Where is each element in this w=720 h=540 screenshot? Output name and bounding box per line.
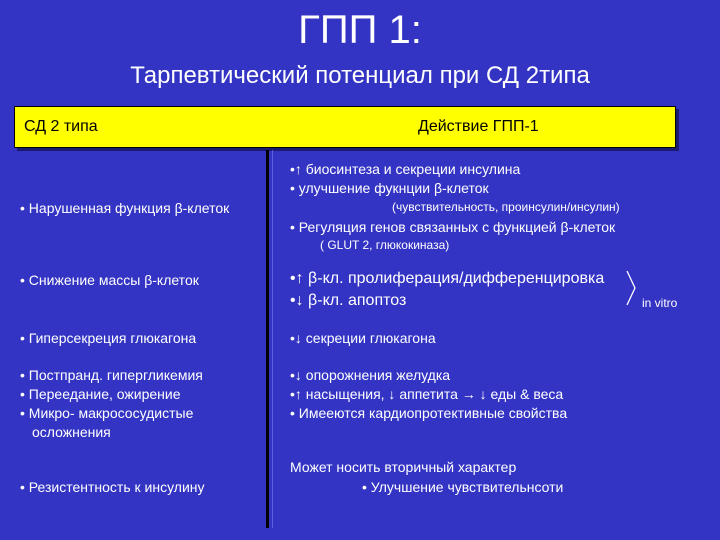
row3-right-1: •↓ секреции глюкагона	[290, 330, 436, 346]
row4-left-3: • Микро- макрососудистые	[20, 405, 194, 421]
row4-left-1: • Постпранд. гипергликемия	[20, 367, 203, 383]
row4-left-4: осложнения	[32, 424, 111, 440]
page-subtitle: Тарпевтический потенциал при СД 2типа	[130, 62, 590, 89]
column-divider-highlight	[272, 150, 273, 528]
header-left-label: СД 2 типа	[24, 118, 98, 135]
row4-right-1: •↓ опорожнения желудка	[290, 367, 451, 383]
row5-right-2: • Улучшение чувствительнсоти	[362, 479, 564, 495]
table-header-bar	[14, 106, 676, 148]
row1-right-5: ( GLUT 2, глюкокиназа)	[320, 238, 450, 252]
row2-left: • Снижение массы β-клеток	[20, 272, 199, 288]
row2-right-1: •↑ β-кл. пролиферация/дифференцировка	[290, 270, 605, 287]
row3-left: • Гиперсекреция глюкагона	[20, 330, 197, 346]
column-divider	[266, 150, 269, 528]
row1-right-4: • Регуляция генов связанных с функцией β-клеток	[290, 219, 616, 235]
row4-right-2: •↑ насыщения, ↓ аппетита → ↓ еды & веса	[290, 386, 564, 402]
header-right-label: Действие ГПП-1	[418, 118, 539, 135]
row1-right-2: • улучшение фукнции β-клеток	[290, 180, 489, 196]
row1-right-1: •↑ биосинтеза и секреции инсулина	[290, 161, 521, 177]
in-vitro-note: in vitro	[642, 296, 678, 310]
page-title: ГПП 1:	[298, 8, 422, 52]
row1-left: • Нарушенная функция β-клеток	[20, 200, 230, 216]
row1-right-3: (чувствительность, проинсулин/инсулин)	[392, 200, 620, 214]
row4-left-2: • Переедание, ожирение	[20, 386, 181, 402]
row5-right-1: Может носить вторичный характер	[290, 459, 517, 475]
row5-left: • Резистентность к инсулину	[20, 479, 205, 495]
row4-right-3: • Имееются кардиопротективные свойства	[290, 405, 568, 421]
row2-right-2: •↓ β-кл. апоптоз	[290, 292, 407, 309]
bracket-icon	[626, 270, 636, 306]
